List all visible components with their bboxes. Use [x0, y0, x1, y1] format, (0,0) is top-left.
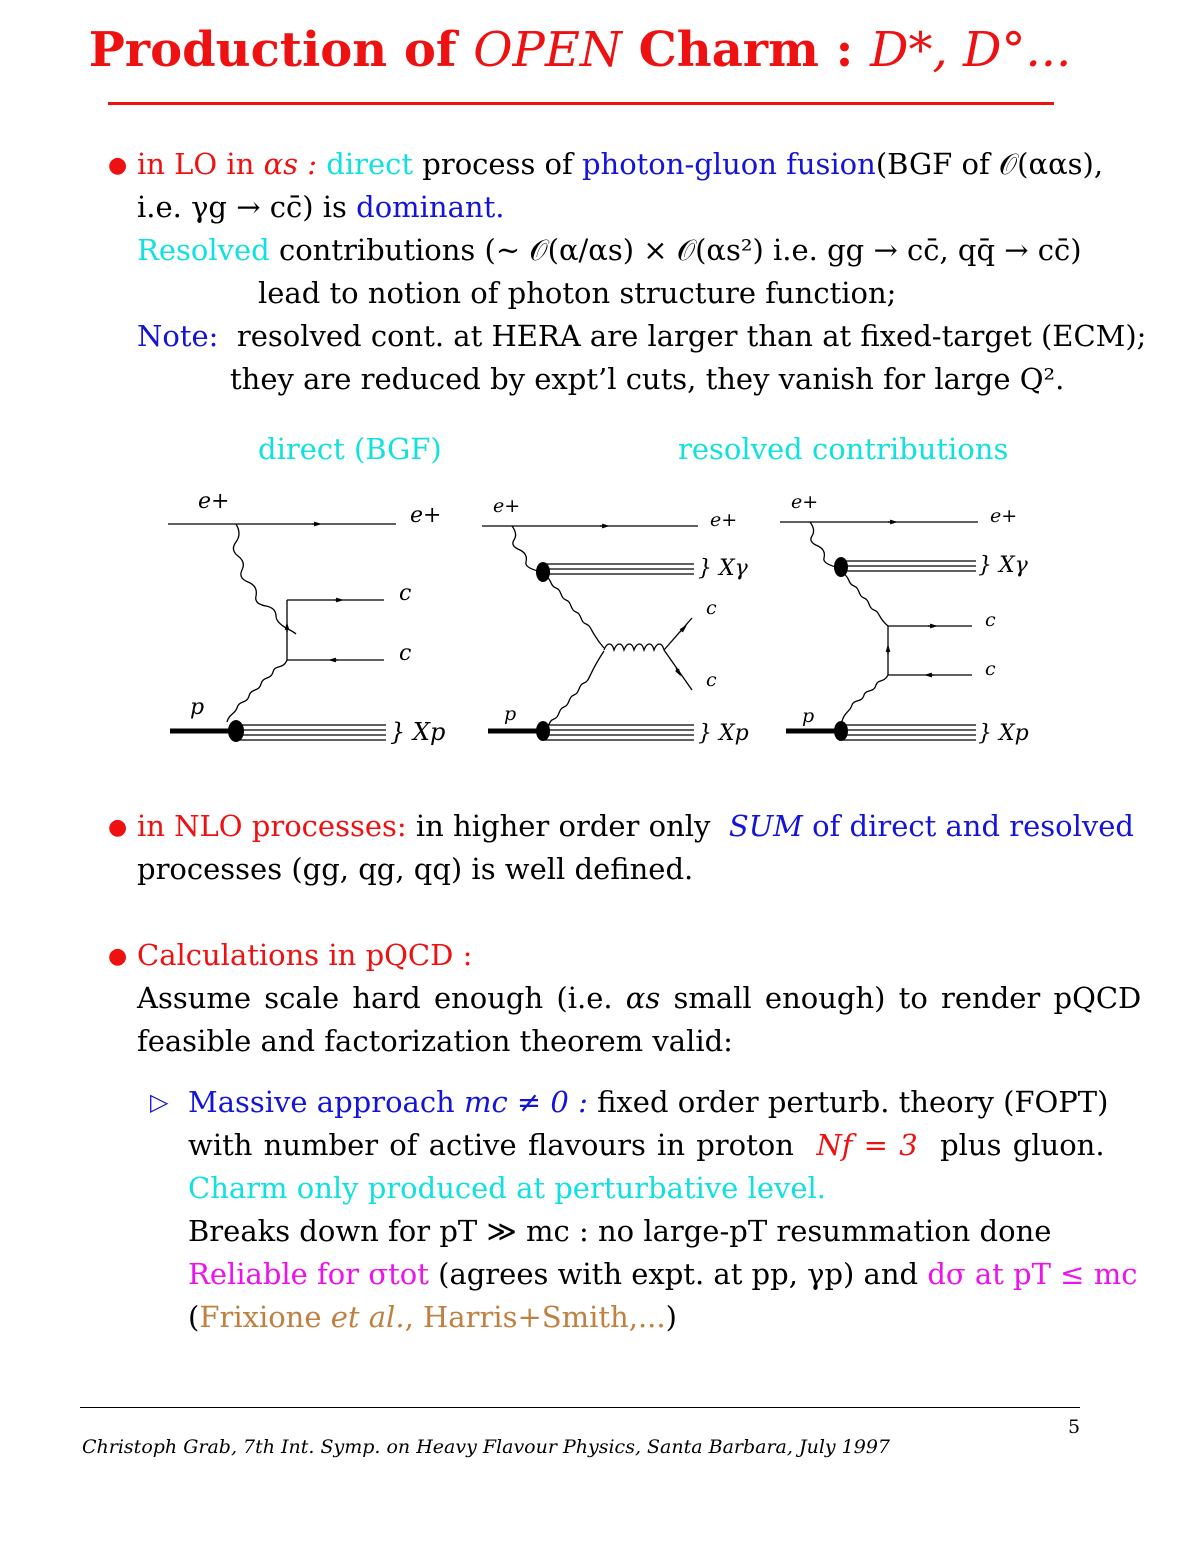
s3-massive: Massive approach [188, 1085, 464, 1119]
footer-text: Christoph Grab, 7th Int. Symp. on Heavy Flavour Physics, Santa Barbara, July 1997 [82, 1436, 891, 1458]
s1-line4: lead to notion of photon structure function; [258, 276, 897, 310]
footer-rule [80, 1407, 1080, 1408]
bullet-icon: ● [108, 153, 128, 178]
s3-alpha: αs [625, 981, 661, 1015]
d3-c-top: c [985, 609, 996, 631]
s1-text-b: process of [413, 147, 582, 181]
d3-xp: } Xp [978, 721, 1029, 746]
s1-direct: direct [326, 147, 414, 181]
s3-nf: Nf = 3 [816, 1128, 918, 1162]
s3-line3: feasible and factorization theorem valid: [137, 1024, 733, 1058]
proton-blob-3 [834, 721, 848, 741]
title-mesons: D*, D°... [870, 22, 1072, 78]
s3-fopt: fixed order perturb. theory (FOPT) [587, 1085, 1109, 1119]
s3-heading: Calculations in pQCD : [137, 938, 473, 972]
s2-direct-resolved: of direct and resolved [802, 809, 1134, 843]
s3-sub5 [188, 1253, 1137, 1296]
d2-eplus-in: e+ [493, 495, 521, 517]
s2-nlo: in NLO processes: [137, 809, 407, 843]
s1-lo-label: in LO in [137, 147, 264, 181]
s3-line2 [137, 977, 1141, 1020]
s3-dsigma: dσ at pT ≤ mc [927, 1257, 1138, 1291]
s3-mc: mc ≠ 0 : [463, 1085, 588, 1119]
s3-etal: et al. [330, 1300, 405, 1334]
photon-blob-3 [834, 557, 848, 577]
s3-agrees: (agrees with expt. at pp, γp) and [428, 1257, 928, 1291]
d3-p: p [802, 705, 815, 727]
s2-sum: SUM [728, 809, 803, 843]
s3-harris: , Harris+Smith,... [404, 1300, 666, 1334]
s1-pgf: photon-gluon fusion [581, 147, 876, 181]
s3-paren-close: ) [665, 1300, 677, 1334]
d3-eplus-in: e+ [791, 491, 819, 513]
triangle-marker-icon: ▷ [150, 1088, 169, 1116]
d2-c-bottom: c [706, 669, 717, 691]
s3-sub1 [188, 1081, 1108, 1124]
d3-c-bottom: c [985, 658, 996, 680]
d2-c-top: c [706, 597, 717, 619]
s3-l2b: small enough) to render pQCD [660, 981, 1142, 1015]
s1-resolved: Resolved [137, 233, 270, 267]
title-prefix: Production of [88, 22, 474, 78]
d2-p: p [504, 703, 517, 725]
d1-c-bottom: c [399, 641, 412, 666]
s3-sub6 [188, 1296, 677, 1339]
d1-c-top: c [399, 581, 412, 606]
s1-l3-text: contributions (∼ 𝒪(α/αs) × 𝒪(αs²) i.e. gg → cc̄, qq̄ → cc̄) [269, 233, 1082, 267]
d1-eplus-out: e+ [410, 503, 442, 528]
s3-sub4: Breaks down for pT ≫ mc : no large-pT resummation done [188, 1214, 1052, 1248]
s1-note: Note: [137, 319, 219, 353]
s3-l2a: Assume scale hard enough (i.e. [137, 981, 626, 1015]
proton-blob-1 [228, 720, 244, 742]
label-resolved: resolved contributions [678, 432, 1009, 466]
s2-text: in higher order only [406, 809, 720, 843]
s1-l5-text: resolved cont. at HERA are larger than at fixed-target (ECM); [236, 319, 1147, 353]
d3-eplus-out: e+ [990, 505, 1018, 527]
d1-p: p [190, 695, 205, 720]
label-direct-bgf: direct (BGF) [258, 432, 442, 466]
d1-xp: } Xp [390, 718, 446, 746]
d2-xgamma: } Xγ [698, 556, 748, 581]
s3-flavours: with number of active flavours in proton [188, 1128, 806, 1162]
s3-paren-open: ( [188, 1300, 200, 1334]
s1-l2-text: i.e. γg → cc̄) is [137, 190, 357, 224]
page-number: 5 [1068, 1416, 1081, 1438]
bullet-icon: ● [108, 815, 128, 840]
bullet-icon: ● [108, 944, 128, 969]
s1-line6: they are reduced by expt’l cuts, they vanish for large Q². [230, 362, 1065, 396]
s3-frixione: Frixione [199, 1300, 331, 1334]
s3-gluon: plus gluon. [928, 1128, 1105, 1162]
s2-line2: processes (gg, qg, qq) is well defined. [137, 852, 694, 886]
d3-xgamma: } Xγ [978, 553, 1028, 578]
s2-line1 [137, 805, 1134, 848]
proton-blob-2 [536, 721, 550, 741]
s3-sub2 [188, 1124, 1105, 1167]
d2-xp: } Xp [698, 721, 749, 746]
d1-eplus-in: e+ [198, 489, 230, 514]
title-open: OPEN [473, 22, 622, 78]
d2-eplus-out: e+ [710, 509, 738, 531]
title-middle: Charm : [621, 22, 871, 78]
s1-dominant: dominant. [356, 190, 505, 224]
photon-blob-2 [536, 562, 550, 582]
s1-text-c: (BGF of 𝒪(ααs), [875, 147, 1104, 181]
s3-reliable: Reliable for σtot [188, 1257, 429, 1291]
s3-sub3: Charm only produced at perturbative level. [188, 1171, 827, 1205]
s1-alpha: αs : [263, 147, 318, 181]
